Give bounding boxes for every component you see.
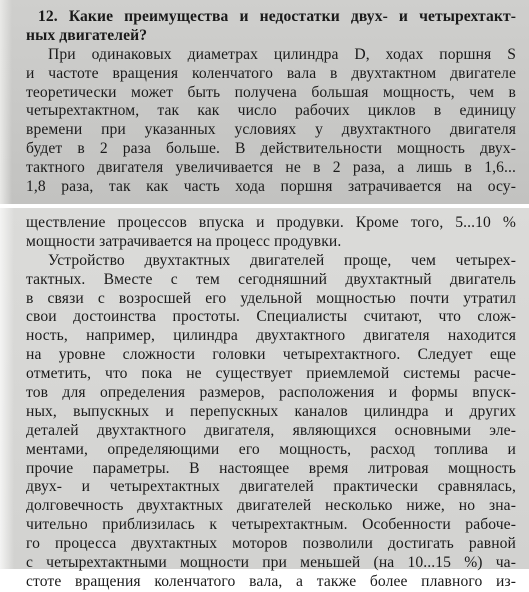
text-line: в связи с возросшей его удельной мощностью почти утратил: [26, 289, 516, 307]
bottom-scan-fragment: [0, 208, 529, 590]
text-line: мощности затрачивается на процесс продувки.: [26, 232, 342, 250]
top-scan-fragment: [0, 0, 529, 204]
text-line: будет в 2 раза больше. В действительности мощность двух-: [26, 140, 516, 158]
text-line: времени при указанных условиях у двухтактного двигателя: [26, 121, 516, 139]
question-heading-line-2: ных двигателей?: [26, 26, 148, 44]
text-line: двух- и четырехтактных двигателей практически сравнялась,: [26, 478, 516, 496]
text-line: тактного двигателя увеличивается не в 2 раза, а лишь в 1,6...: [26, 159, 516, 177]
text-line: тактных. Вместе с тем сегодняшний двухтактный двигатель: [26, 270, 516, 288]
text-line: стоте вращения коленчатого вала, а также более плавного из-: [26, 572, 516, 590]
text-line: ных, выпускных и перепускных каналов цилиндра и других: [26, 402, 516, 420]
text-line: теоретически может быть получена большая мощность, чем в: [26, 83, 516, 101]
text-line: четырехтактном, так как число рабочих циклов в единицу: [26, 102, 516, 120]
text-line: Устройство двухтактных двигателей проще, чем четырех-: [48, 251, 516, 269]
text-line: свои достоинства простоты. Специалисты считают, что слож-: [26, 308, 516, 326]
text-line: 1,8 раза, так как часть хода поршня затрачивается на осу-: [26, 178, 516, 196]
question-heading-line-1: 12. Какие преимущества и недостатки двух- и четырехтакт-: [38, 8, 516, 25]
text-line: ществление процессов впуска и продувки. Кроме того, 5...10 %: [26, 214, 516, 231]
text-line: прочие параметры. В настоящее время литровая мощность: [26, 459, 516, 477]
top-text-block: [26, 8, 516, 197]
text-line: го процесса двухтактных моторов позволили достигать равной: [26, 535, 516, 553]
text-line: отметить, что пока не существует приемлемой системы расче-: [26, 365, 516, 383]
text-line: ность, например, цилиндра двухтактного двигателя находится: [26, 327, 516, 345]
text-line: долговечность двухтактных двигателей несколько ниже, но зна-: [26, 497, 516, 515]
text-line: чительно приблизилась к четырехтактным. Особенности рабоче-: [26, 516, 516, 534]
text-line: на уровне сложности головки четырехтактного. Следует еще: [26, 346, 516, 364]
bottom-text-block: [26, 214, 516, 592]
text-line: ментами, определяющими его мощность, расход топлива и: [26, 440, 516, 458]
text-line: деталей двухтактного двигателя, являющихся основными эле-: [26, 421, 516, 439]
text-line: тов для определения размеров, расположения и формы впуск-: [26, 384, 516, 402]
text-line: и частоте вращения коленчатого вала в двухтактном двигателе: [26, 64, 516, 82]
text-line: с четырехтактными мощности при меньшей (на 10...15 %) ча-: [26, 554, 516, 572]
text-line: При одинаковых диаметрах цилиндра D, ходах поршня S: [48, 45, 516, 63]
